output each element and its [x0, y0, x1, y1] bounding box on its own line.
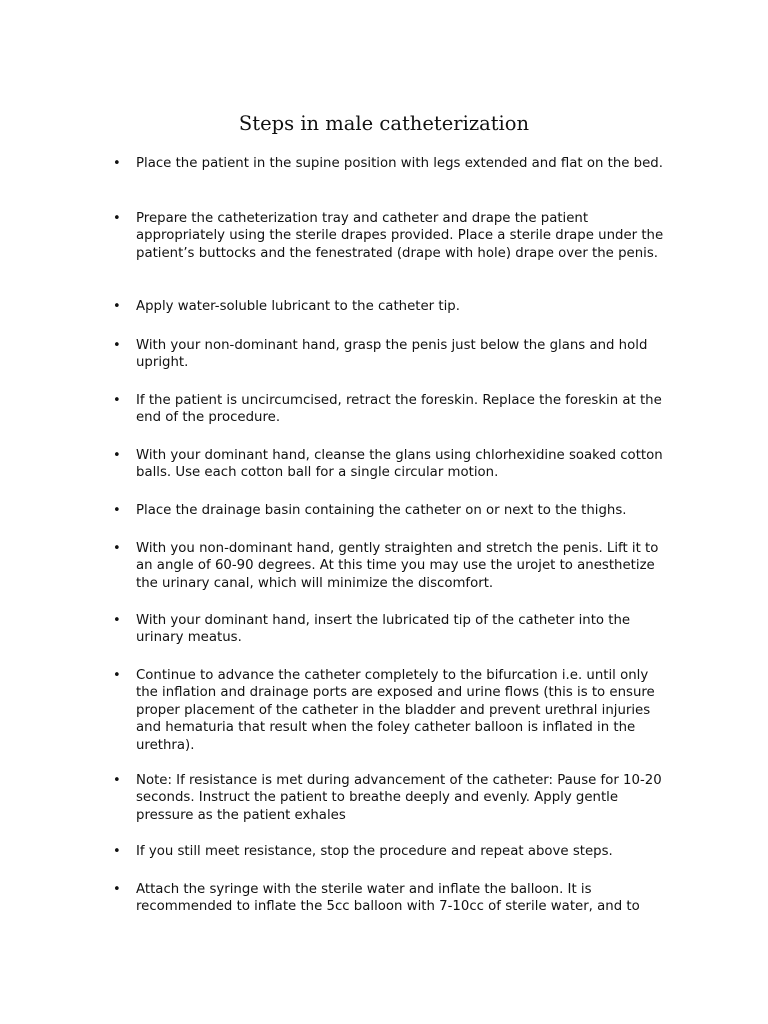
bullet-icon: •: [113, 613, 121, 628]
bullet-icon: •: [113, 773, 121, 788]
bullet-icon: •: [113, 541, 121, 556]
bullet-icon: •: [113, 668, 121, 683]
step-text: With you non-dominant hand, gently straighten and stretch the penis. Lift it to an angle of 60-90 degrees. At this time you may use the urojet to anesthetize the urinary canal, which will minimize the discomfort.: [136, 541, 659, 591]
step-text: Continue to advance the catheter completely to the bifurcation i.e. until only the inflation and drainage ports are exposed and urine flows (this is to ensure proper placement of the catheter in the bladder and prevent urethral injuries and hematuria that result when the foley catheter balloon is inflated in the urethra).: [136, 668, 655, 753]
page-title: Steps in male catheterization: [238, 112, 530, 135]
step-text: Note: If resistance is met during advancement of the catheter: Pause for 10-20 seconds. Instruct the patient to breathe deeply and evenly. Apply gentle pressure as the patient exhales: [136, 773, 662, 823]
bullet-icon: •: [113, 448, 121, 463]
step-text: If the patient is uncircumcised, retract the foreskin. Replace the foreskin at the end of the procedure.: [136, 393, 662, 426]
step-text: With your dominant hand, insert the lubricated tip of the catheter into the urinary meatus.: [136, 613, 631, 646]
bullet-icon: •: [113, 299, 121, 314]
step-text: Apply water-soluble lubricant to the catheter tip.: [136, 299, 460, 314]
step-text: With your non-dominant hand, grasp the penis just below the glans and hold upright.: [136, 338, 648, 371]
step-text: If you still meet resistance, stop the procedure and repeat above steps.: [136, 844, 613, 859]
bullet-icon: •: [113, 882, 121, 897]
bullet-icon: •: [113, 503, 121, 518]
step-text: Attach the syringe with the sterile water and inflate the balloon. It is recommended to inflate the 5cc balloon with 7-10cc of sterile water, and to: [136, 882, 640, 915]
bullet-icon: •: [113, 393, 121, 408]
bullet-icon: •: [113, 156, 121, 171]
bullet-icon: •: [113, 338, 121, 353]
step-text: Place the drainage basin containing the catheter on or next to the thighs.: [136, 503, 627, 518]
bullet-icon: •: [113, 844, 121, 859]
step-text: Place the patient in the supine position with legs extended and flat on the bed.: [136, 156, 663, 171]
step-text: With your dominant hand, cleanse the glans using chlorhexidine soaked cotton balls. Use each cotton ball for a single circular motion.: [136, 448, 663, 481]
bullet-icon: •: [113, 211, 121, 226]
step-text: Prepare the catheterization tray and catheter and drape the patient appropriately using the sterile drapes provided. Place a sterile drape under the patient’s buttocks and the fenestrated (drape with hole) drape over the penis.: [136, 211, 664, 261]
